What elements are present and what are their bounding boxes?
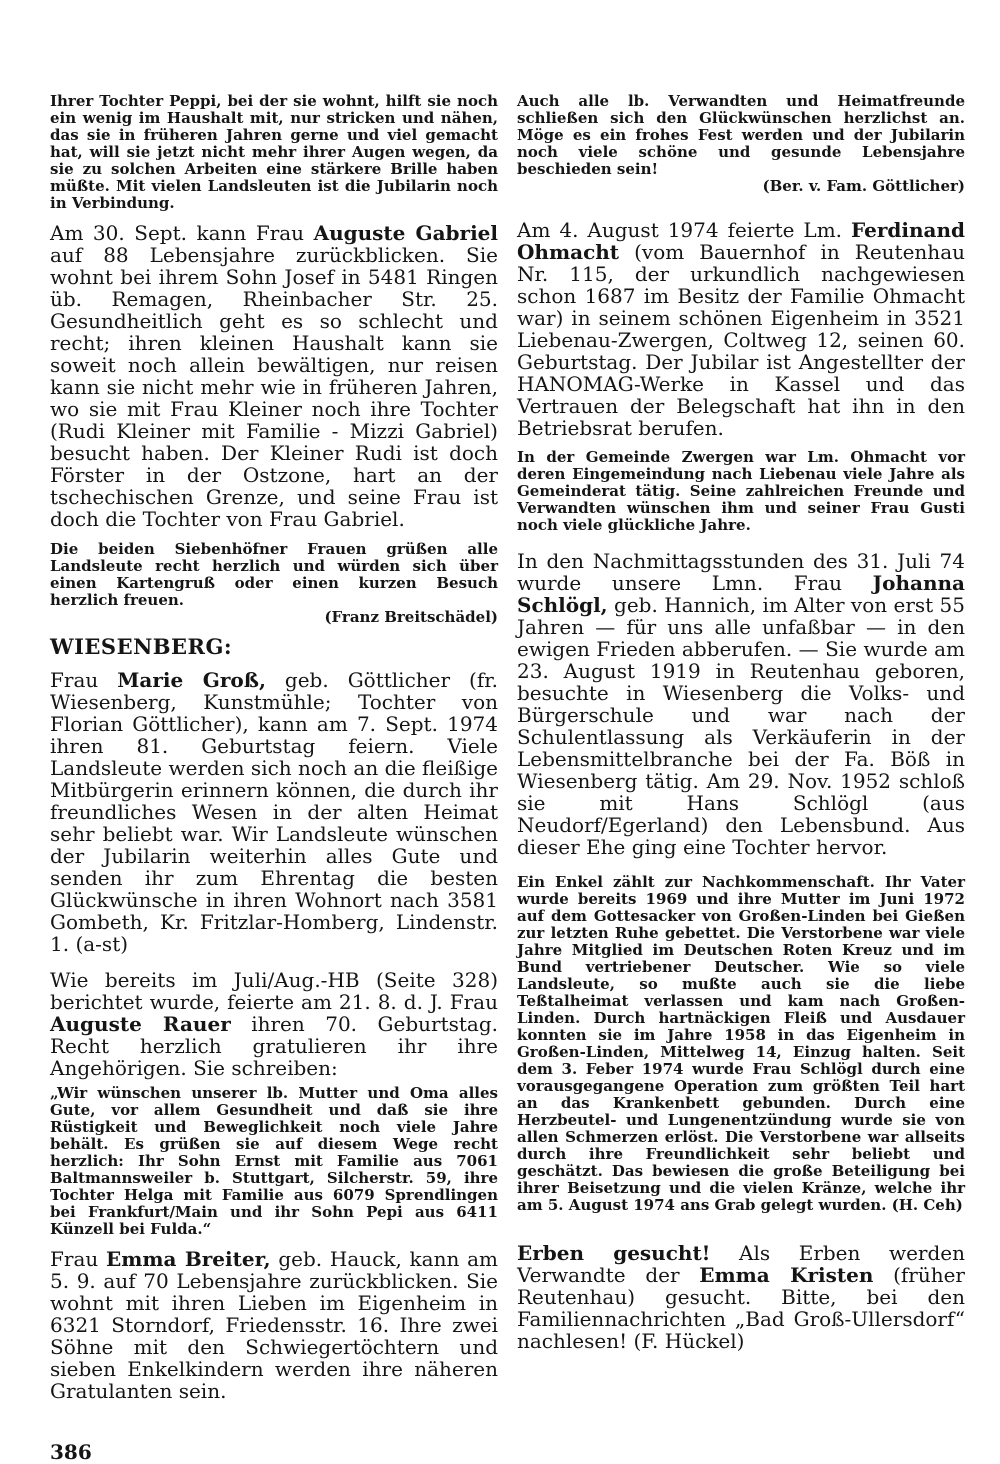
paragraph-ohmacht-community-note: In der Gemeinde Zwergen war Lm. Ohmacht vor deren Eingemeindung nach Liebenau viele Jahre als Gemeinderat tätig. Seine zahlreichen Freunde und Verwandten wünschen ihm und seiner Frau Gusti noch viele glückliche Jahre. — [517, 448, 965, 534]
signature-franz-breitschaedel: (Franz Breitschädel) — [324, 608, 498, 626]
paragraph-siebenhoefner-greeting — [50, 541, 498, 626]
text-segment: geb. Hauck, kann am 5. 9. auf 70 Lebensjahre zurückblicken. Sie wohnt mit ihren Lieben im Eigenheim in 6321 Storndorf, Friedensstr. 16. Ihre zwei Söhne mit den Schwiegertöchtern und sieben Enkelkindern werden ihre näheren Gratulanten sein. — [50, 1247, 498, 1403]
paragraph-marie-gross — [50, 669, 498, 955]
text-segment: In den Nachmittagsstunden des 31. Juli 74 wurde unsere Lmn. Frau — [517, 549, 965, 595]
paragraph-johanna-schloegl — [517, 550, 965, 858]
person-name-johanna-schloegl: Johanna Schlögl, — [517, 571, 965, 617]
right-column — [517, 93, 965, 1363]
text-segment: Am 4. August 1974 feierte Lm. — [517, 218, 852, 242]
paragraph-auguste-gabriel — [50, 222, 498, 530]
greeting-text: Auch alle lb. Verwandten und Heimatfreunde schließen sich den Glückwünschen herzlichst an. Möge es ein frohes Fest werden und der Jubilarin noch viele schöne und gesunde Lebensjahre beschieden sein! — [517, 92, 965, 178]
section-heading-wiesenberg: WIESENBERG: — [50, 634, 233, 659]
person-name-ferdinand-ohmacht: Ferdinand Ohmacht — [517, 218, 965, 264]
text-segment: auf 88 Lebensjahre zurückblicken. Sie wohnt bei ihrem Sohn Josef in 5481 Ringen üb. Remagen, Rheinbacher Str. 25. Gesundheitlich geht es so schlecht und recht; ihren kleinen Haushalt kann sie soweit noch allein bewältigen, nur reisen kann sie nicht mehr wie in früheren Jahren, wo sie mit Frau Kleiner noch ihre Tochter (Rudi Kleiner mit Familie - Mizzi Gabriel) besucht haben. Der Kleiner Rudi ist doch Förster in der Ostzone, hart an der tschechischen Grenze, und seine Frau ist doch die Tochter von Frau Gabriel. — [50, 243, 498, 531]
greeting-text: Die beiden Siebenhöfner Frauen grüßen alle Landsleute recht herzlich und würden sich über einen Kartengruß oder einen kurzen Besuch herzlich freuen. — [50, 540, 498, 609]
text-segment: Frau — [50, 1247, 106, 1271]
paragraph-peppi-note: Ihrer Tochter Peppi, bei der sie wohnt, hilft sie noch ein wenig im Haushalt mit, nur stricken und nähen, das sie in früheren Jahren gerne und viel gemacht hat, will sie jetzt nicht mehr ihrer Augen wegen, da sie zu solchen Arbeiten eine stärkere Brille haben müßte. Mit vielen Landsleuten ist die Jubilarin noch in Verbindung. — [50, 92, 498, 212]
text-segment: (früher Reutenhau) gesucht. Bitte, bei den Familiennachrichten „Bad Groß-Ullersdorf“ nachlesen! (F. Hückel) — [517, 1263, 965, 1353]
text-segment: Wie bereits im Juli/Aug.-HB (Seite 328) berichtet wurde, feierte am 21. 8. d. J. Frau — [50, 968, 498, 1014]
paragraph-emma-breiter — [50, 1248, 498, 1402]
signature-fam-goettlicher: (Ber. v. Fam. Göttlicher) — [762, 177, 965, 195]
lead-erben-gesucht: Erben gesucht! — [517, 1241, 711, 1265]
person-name-emma-breiter: Emma Breiter, — [105, 1247, 271, 1271]
paragraph-schloegl-obituary: Ein Enkel zählt zur Nachkommenschaft. Ihr Vater wurde bereits 1969 und ihre Mutter im Juni 1972 auf dem Gottesacker von Großen-Linden bei Gießen zur letzten Ruhe gebettet. Die Verstorbene war viele Jahre Mitglied im Deutschen Roten Kreuz und im Bund vertriebener Deutscher. Wie so viele Landsleute, so mußte auch sie die liebe Teßtalheimat verlassen und kam nach Großen-Linden. Durch hartnäckigen Fleiß und Ausdauer konnten sie im Jahre 1958 in das Eigenheim in Großen-Linden, Mittelweg 14, Einzug halten. Seit dem 3. Feber 1974 wurde Frau Schlögl durch eine vorausgegangene Operation zum größten Teil hart an das Krankenbett gebunden. Durch eine Herzbeutel- und Lungenentzündung wurde sie von allen Schmerzen erlöst. Die Verstorbene war allseits durch ihre Freundlichkeit sehr beliebt und geschätzt. Das bewiesen die große Beteiligung bei ihrer Beisetzung und die vielen Kränze, welche ihr am 5. August 1974 ans Grab gelegt wurden. (H. Ceh) — [517, 873, 965, 1214]
paragraph-ferdinand-ohmacht — [517, 219, 965, 439]
text-segment: ihren 70. Geburtstag. Recht herzlich gratulieren ihr ihre Angehörigen. Sie schreiben: — [50, 1012, 498, 1080]
paragraph-erben-gesucht — [517, 1242, 965, 1352]
person-name-marie-gross: Marie Groß, — [117, 668, 266, 692]
page-number: 386 — [50, 1440, 92, 1464]
left-column — [50, 93, 498, 1464]
person-name-auguste-rauer: Auguste Rauer — [50, 1012, 231, 1036]
text-segment: Frau — [50, 668, 118, 692]
two-column-layout — [50, 93, 964, 1464]
text-segment: Am 30. Sept. kann Frau — [50, 221, 314, 245]
person-name-auguste-gabriel: Auguste Gabriel — [313, 221, 498, 245]
text-segment: geb. Hannich, im Alter von erst 55 Jahren — für uns alle unfaßbar — in den ewigen Frieden abberufen. — Sie wurde am 23. August 1919 in Reutenhau geboren, besuchte in Wiesenberg die Volks- und Bürgerschule und war nach der Schulentlassung als Verkäuferin in der Lebensmittelbranche bei der Fa. Böß in Wiesenberg tätig. Am 29. Nov. 1952 schloß sie mit Hans Schlögl (aus Neudorf/Egerland) den Lebensbund. Aus dieser Ehe ging eine Tochter hervor. — [517, 593, 965, 859]
paragraph-auguste-rauer — [50, 969, 498, 1079]
paragraph-rauer-family-quote: „Wir wünschen unserer lb. Mutter und Oma alles Gute, vor allem Gesundheit und daß sie ihre Rüstigkeit und Beweglichkeit noch viele Jahre behält. Es grüßen sie auf diesem Wege recht herzlich: Ihr Sohn Ernst mit Familie aus 7061 Baltmannsweiler b. Stuttgart, Silcherstr. 59, ihre Tochter Helga mit Familie aus 6079 Sprendlingen bei Frankfurt/Main und ihr Sohn Pepi aus 6411 Künzell bei Fulda.“ — [50, 1084, 498, 1238]
text-segment: geb. Göttlicher (fr. Wiesenberg, Kunstmühle; Tochter von Florian Göttlicher), kann am 7. Sept. 1974 ihren 81. Geburtstag feiern. Viele Landsleute werden sich noch an die fleißige Mitbürgerin erinnern können, die durch ihr freundliches Wesen in der alten Heimat sehr beliebt war. Wir Landsleute wünschen der Jubilarin weiterhin alles Gute und senden ihr zum Ehrentag die besten Glückwünsche in ihren Wohnort nach 3581 Gombeth, Kr. Fritzlar-Homberg, Lindenstr. 1. (a-st) — [50, 668, 498, 956]
text-segment: Als Erben werden Verwandte der — [517, 1241, 966, 1287]
text-segment: (vom Bauernhof in Reutenhau Nr. 115, der urkundlich nachgewiesen schon 1687 im Besitz der Familie Ohmacht war) in seinem schönen Eigenheim in 3521 Liebenau-Zwergen, Coltweg 12, seinen 60. Geburtstag. Der Jubilar ist Angestellter der HANOMAG-Werke in Kassel und das Vertrauen der Belegschaft hat ihn in den Betriebsrat berufen. — [517, 240, 965, 440]
person-name-emma-kristen: Emma Kristen — [699, 1263, 874, 1287]
paragraph-goettlicher-greeting — [517, 93, 965, 195]
